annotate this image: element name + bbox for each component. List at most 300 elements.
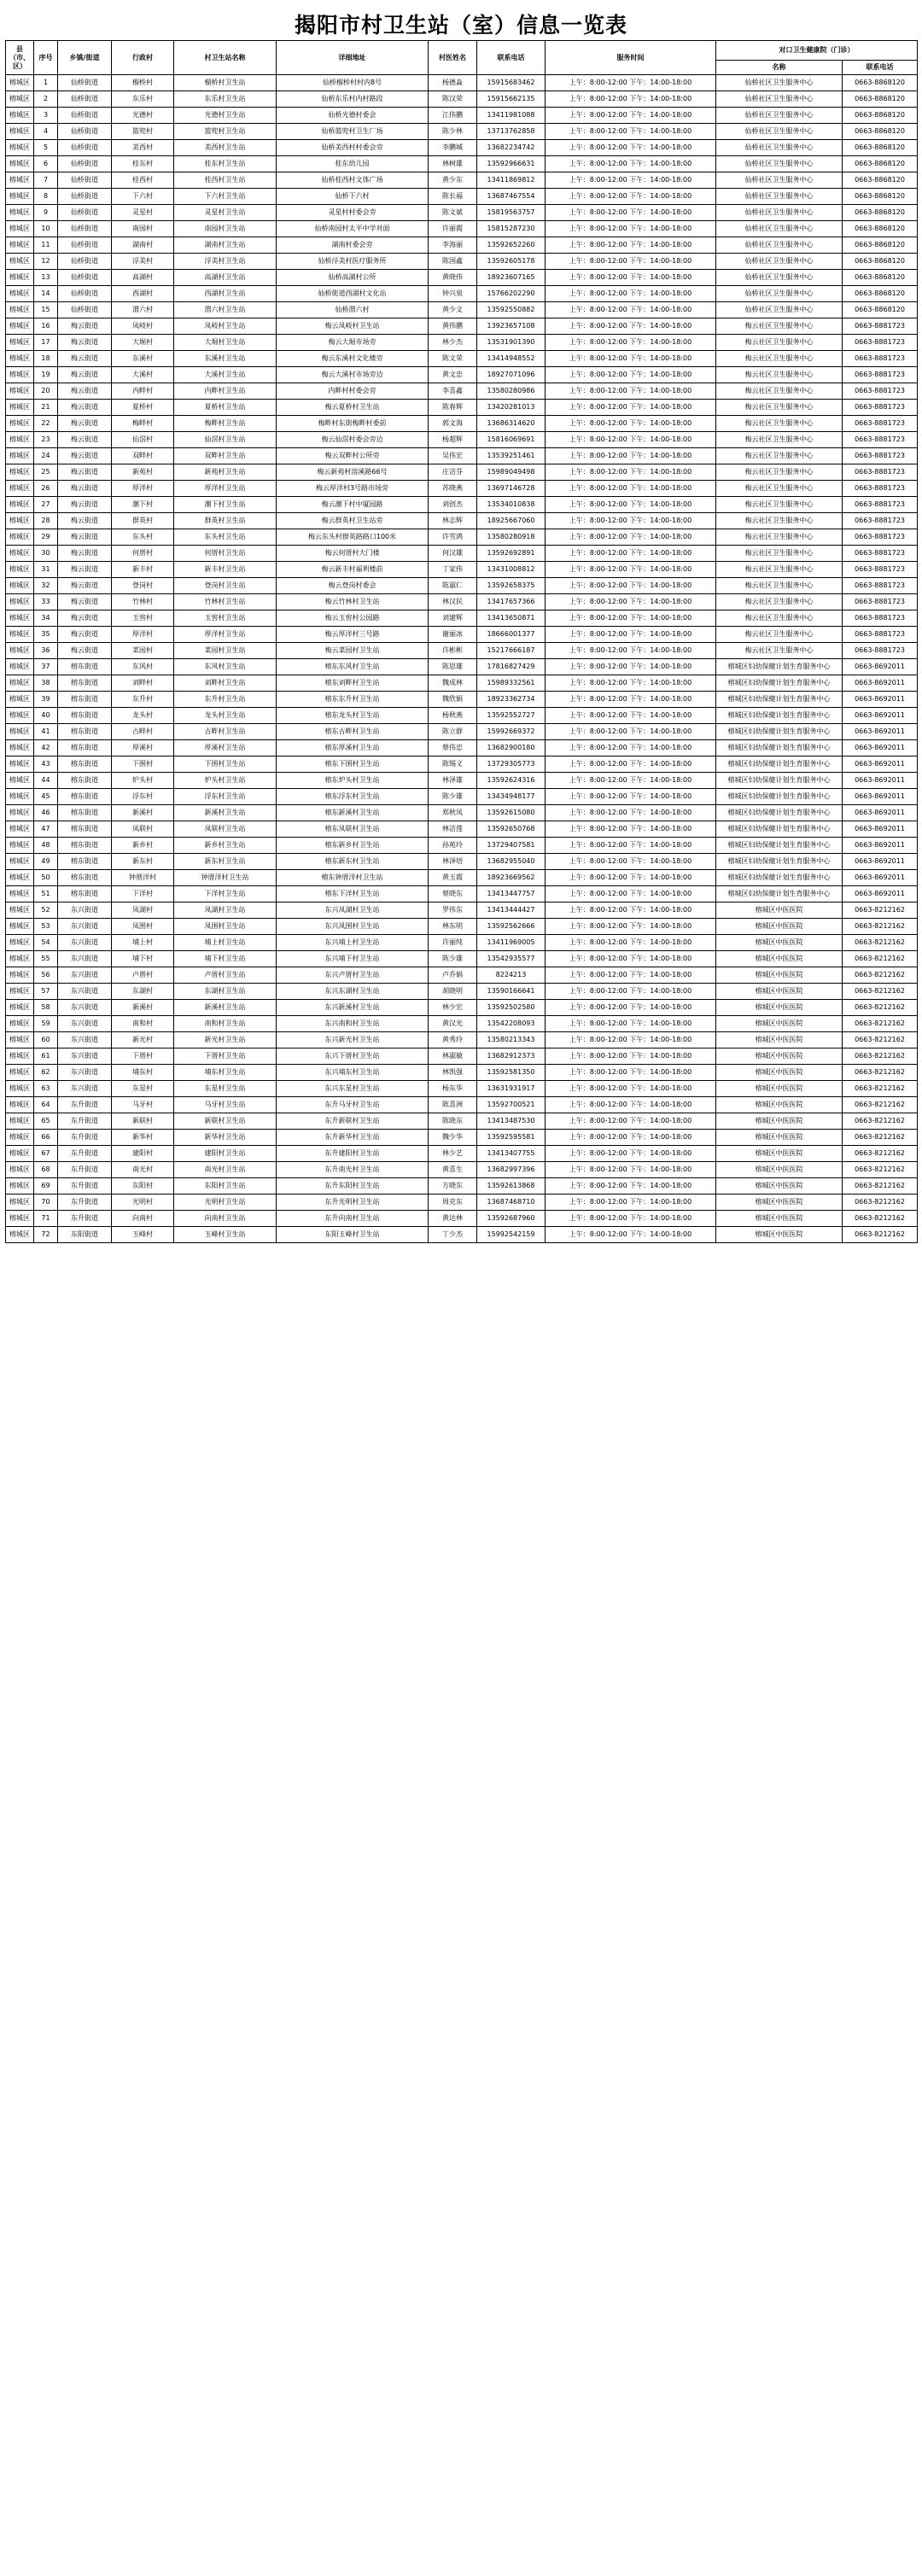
town-cell: 东兴街道: [58, 984, 112, 1000]
partner-phone-cell: 0663-8692011: [843, 886, 918, 902]
station-cell: 新华村卫生站: [174, 1130, 277, 1146]
partner-phone-cell: 0663-8212162: [843, 1097, 918, 1113]
district-cell: 榕城区: [6, 675, 34, 692]
seq-cell: 35: [34, 627, 58, 643]
address-cell: 梅云东头村群英路路口100米: [277, 529, 429, 546]
doctor-cell: 蔡伟忠: [429, 740, 477, 756]
district-cell: 榕城区: [6, 75, 34, 91]
village-cell: 马牙村: [112, 1097, 174, 1113]
partner-phone-cell: 0663-8868120: [843, 108, 918, 124]
phone-cell: 13592692891: [477, 546, 546, 562]
address-cell: 湖南村委会旁: [277, 237, 429, 254]
address-cell: 东升新华村卫生站: [277, 1130, 429, 1146]
seq-cell: 31: [34, 562, 58, 578]
doctor-cell: 林少宏: [429, 1000, 477, 1016]
district-cell: 榕城区: [6, 221, 34, 237]
phone-cell: 13592562666: [477, 919, 546, 935]
phone-cell: 13729305773: [477, 756, 546, 773]
town-cell: 榕东街道: [58, 854, 112, 870]
town-cell: 榕东街道: [58, 692, 112, 708]
table-row: [6, 1016, 918, 1032]
seq-cell: 18: [34, 351, 58, 367]
partner-name-cell: 榕城区中医医院: [716, 1195, 843, 1211]
table-row: [6, 951, 918, 967]
partner-name-cell: 榕城区中医医院: [716, 1146, 843, 1162]
station-cell: 玉峰村卫生站: [174, 1227, 277, 1243]
doctor-cell: 黄晓伟: [429, 270, 477, 286]
address-cell: 榕东下围村卫生站: [277, 756, 429, 773]
doctor-cell: 黄达林: [429, 1211, 477, 1227]
town-cell: 东兴街道: [58, 1049, 112, 1065]
station-cell: 光德村卫生站: [174, 108, 277, 124]
district-cell: 榕城区: [6, 643, 34, 659]
district-cell: 榕城区: [6, 708, 34, 724]
seq-cell: 1: [34, 75, 58, 91]
hours-cell: 上午：8:00-12:00 下午：14:00-18:00: [546, 1195, 716, 1211]
village-cell: 新溪村: [112, 1000, 174, 1016]
seq-cell: 47: [34, 821, 58, 838]
table-row: [6, 562, 918, 578]
partner-phone-cell: 0663-8881723: [843, 351, 918, 367]
hours-cell: 上午：8:00-12:00 下午：14:00-18:00: [546, 432, 716, 448]
partner-phone-cell: 0663-8212162: [843, 1049, 918, 1065]
partner-phone-cell: 0663-8692011: [843, 724, 918, 740]
address-cell: 梅云厚洋村三号路: [277, 627, 429, 643]
village-cell: 光德村: [112, 108, 174, 124]
partner-phone-cell: 0663-8692011: [843, 838, 918, 854]
doctor-cell: 丁家伟: [429, 562, 477, 578]
address-cell: 梅畔村东街梅畔村委前: [277, 416, 429, 432]
partner-phone-cell: 0663-8881723: [843, 497, 918, 513]
village-cell: 厚洋村: [112, 481, 174, 497]
station-cell: 凤围村卫生站: [174, 919, 277, 935]
district-cell: 榕城区: [6, 886, 34, 902]
village-cell: 内畔村: [112, 383, 174, 400]
partner-phone-cell: 0663-8692011: [843, 756, 918, 773]
hours-cell: 上午：8:00-12:00 下午：14:00-18:00: [546, 156, 716, 172]
table-row: [6, 172, 918, 189]
partner-phone-cell: 0663-8692011: [843, 692, 918, 708]
hours-cell: 上午：8:00-12:00 下午：14:00-18:00: [546, 91, 716, 108]
village-cell: 梅畔村: [112, 416, 174, 432]
doctor-cell: 李喜鑫: [429, 383, 477, 400]
hours-cell: 上午：8:00-12:00 下午：14:00-18:00: [546, 383, 716, 400]
table-body: [6, 75, 918, 1243]
district-cell: 榕城区: [6, 1097, 34, 1113]
district-cell: 榕城区: [6, 1113, 34, 1130]
phone-cell: 13592581350: [477, 1065, 546, 1081]
hours-cell: 上午：8:00-12:00 下午：14:00-18:00: [546, 643, 716, 659]
town-cell: 东兴街道: [58, 1081, 112, 1097]
seq-cell: 66: [34, 1130, 58, 1146]
seq-cell: 5: [34, 140, 58, 156]
hours-cell: 上午：8:00-12:00 下午：14:00-18:00: [546, 237, 716, 254]
hours-cell: 上午：8:00-12:00 下午：14:00-18:00: [546, 400, 716, 416]
station-cell: 登岗村卫生站: [174, 578, 277, 594]
station-cell: 新乡村卫生站: [174, 838, 277, 854]
seq-cell: 63: [34, 1081, 58, 1097]
phone-cell: 13592700521: [477, 1097, 546, 1113]
district-cell: 榕城区: [6, 270, 34, 286]
phone-cell: 15989332561: [477, 675, 546, 692]
hours-cell: 上午：8:00-12:00 下午：14:00-18:00: [546, 1081, 716, 1097]
district-cell: 榕城区: [6, 773, 34, 789]
partner-phone-cell: 0663-8692011: [843, 708, 918, 724]
hours-cell: 上午：8:00-12:00 下午：14:00-18:00: [546, 1227, 716, 1243]
seq-cell: 29: [34, 529, 58, 546]
village-cell: 凤湖村: [112, 902, 174, 919]
header-village: 行政村: [112, 41, 174, 75]
phone-cell: 13592966631: [477, 156, 546, 172]
village-cell: 高湖村: [112, 270, 174, 286]
partner-phone-cell: 0663-8881723: [843, 562, 918, 578]
partner-name-cell: 梅云社区卫生服务中心: [716, 610, 843, 627]
doctor-cell: 林泽培: [429, 854, 477, 870]
town-cell: 榕东街道: [58, 789, 112, 805]
district-cell: 榕城区: [6, 1130, 34, 1146]
table-row: [6, 1113, 918, 1130]
town-cell: 东兴街道: [58, 919, 112, 935]
partner-name-cell: 榕城区中医医院: [716, 902, 843, 919]
village-cell: 灵星村: [112, 205, 174, 221]
address-cell: 梅云大溪村市场旁边: [277, 367, 429, 383]
hours-cell: 上午：8:00-12:00 下午：14:00-18:00: [546, 789, 716, 805]
table-row: [6, 643, 918, 659]
town-cell: 梅云街道: [58, 400, 112, 416]
address-cell: 仙桥东乐村内村路段: [277, 91, 429, 108]
address-cell: 榕东东风村卫生站: [277, 659, 429, 675]
partner-phone-cell: 0663-8881723: [843, 367, 918, 383]
hours-cell: 上午：8:00-12:00 下午：14:00-18:00: [546, 902, 716, 919]
address-cell: 东升马牙村卫生站: [277, 1097, 429, 1113]
phone-cell: 13697146728: [477, 481, 546, 497]
town-cell: 梅云街道: [58, 318, 112, 335]
district-cell: 榕城区: [6, 692, 34, 708]
phone-cell: 15915683462: [477, 75, 546, 91]
phone-cell: 17816827429: [477, 659, 546, 675]
phone-cell: 13592624316: [477, 773, 546, 789]
table-row: [6, 383, 918, 400]
town-cell: 仙桥街道: [58, 108, 112, 124]
table-row: [6, 237, 918, 254]
phone-cell: 13682955040: [477, 854, 546, 870]
station-cell: 古畔村卫生站: [174, 724, 277, 740]
doctor-cell: 钟兴泉: [429, 286, 477, 302]
hours-cell: 上午：8:00-12:00 下午：14:00-18:00: [546, 805, 716, 821]
table-row: [6, 318, 918, 335]
station-cell: 东风村卫生站: [174, 659, 277, 675]
address-cell: 东升光明村卫生站: [277, 1195, 429, 1211]
partner-phone-cell: 0663-8212162: [843, 902, 918, 919]
town-cell: 东兴街道: [58, 1065, 112, 1081]
doctor-cell: 林少杰: [429, 335, 477, 351]
station-cell: 新联村卫生站: [174, 1113, 277, 1130]
town-cell: 仙桥街道: [58, 237, 112, 254]
doctor-cell: 黄秀玲: [429, 1032, 477, 1049]
partner-name-cell: 榕城区妇幼保健计划生育服务中心: [716, 838, 843, 854]
village-cell: 古畔村: [112, 724, 174, 740]
doctor-cell: 杨德淼: [429, 75, 477, 91]
partner-name-cell: 榕城区妇幼保健计划生育服务中心: [716, 821, 843, 838]
doctor-cell: 周克东: [429, 1195, 477, 1211]
station-cell: 渭六村卫生站: [174, 302, 277, 318]
table-row: [6, 400, 918, 416]
village-cell: 新东村: [112, 854, 174, 870]
partner-name-cell: 梅云社区卫生服务中心: [716, 529, 843, 546]
seq-cell: 62: [34, 1065, 58, 1081]
phone-cell: 13413444427: [477, 902, 546, 919]
phone-cell: 13687467554: [477, 189, 546, 205]
partner-name-cell: 梅云社区卫生服务中心: [716, 416, 843, 432]
partner-name-cell: 仙桥社区卫生服务中心: [716, 302, 843, 318]
district-cell: 榕城区: [6, 902, 34, 919]
district-cell: 榕城区: [6, 805, 34, 821]
table-row: [6, 935, 918, 951]
table-row: [6, 448, 918, 464]
phone-cell: 15915662135: [477, 91, 546, 108]
phone-cell: 13414948552: [477, 351, 546, 367]
village-cell: 菜园村: [112, 643, 174, 659]
partner-phone-cell: 0663-8212162: [843, 967, 918, 984]
hours-cell: 上午：8:00-12:00 下午：14:00-18:00: [546, 302, 716, 318]
town-cell: 仙桥街道: [58, 205, 112, 221]
header-partner-name: 名称: [716, 61, 843, 75]
doctor-cell: 林凯强: [429, 1065, 477, 1081]
district-cell: 榕城区: [6, 432, 34, 448]
partner-phone-cell: 0663-8212162: [843, 1065, 918, 1081]
phone-cell: 13411869812: [477, 172, 546, 189]
district-cell: 榕城区: [6, 205, 34, 221]
village-cell: 南光村: [112, 1162, 174, 1178]
seq-cell: 45: [34, 789, 58, 805]
district-cell: 榕城区: [6, 627, 34, 643]
partner-phone-cell: 0663-8881723: [843, 594, 918, 610]
partner-name-cell: 榕城区中医医院: [716, 967, 843, 984]
header-phone: 联系电话: [477, 41, 546, 75]
partner-name-cell: 榕城区妇幼保健计划生育服务中心: [716, 756, 843, 773]
station-cell: 刘畔村卫生站: [174, 675, 277, 692]
district-cell: 榕城区: [6, 318, 34, 335]
town-cell: 梅云街道: [58, 627, 112, 643]
town-cell: 梅云街道: [58, 351, 112, 367]
partner-phone-cell: 0663-8881723: [843, 383, 918, 400]
address-cell: 榕东刘畔村卫生站: [277, 675, 429, 692]
table-row: [6, 675, 918, 692]
partner-name-cell: 榕城区中医医院: [716, 1000, 843, 1016]
station-cell: 南园村卫生站: [174, 221, 277, 237]
town-cell: 东升街道: [58, 1162, 112, 1178]
partner-name-cell: 梅云社区卫生服务中心: [716, 400, 843, 416]
village-cell: 美西村: [112, 140, 174, 156]
doctor-cell: 苏晓燕: [429, 481, 477, 497]
village-cell: 下围村: [112, 756, 174, 773]
partner-phone-cell: 0663-8881723: [843, 448, 918, 464]
town-cell: 仙桥街道: [58, 140, 112, 156]
town-cell: 仙桥街道: [58, 124, 112, 140]
district-cell: 榕城区: [6, 562, 34, 578]
table-row: [6, 481, 918, 497]
village-cell: 榴桥村: [112, 75, 174, 91]
town-cell: 榕东街道: [58, 838, 112, 854]
phone-cell: 18923362734: [477, 692, 546, 708]
district-cell: 榕城区: [6, 1049, 34, 1065]
hours-cell: 上午：8:00-12:00 下午：14:00-18:00: [546, 1211, 716, 1227]
address-cell: 东兴东湖村卫生站: [277, 984, 429, 1000]
hours-cell: 上午：8:00-12:00 下午：14:00-18:00: [546, 1032, 716, 1049]
address-cell: 榕东下洋村卫生站: [277, 886, 429, 902]
hours-cell: 上午：8:00-12:00 下午：14:00-18:00: [546, 675, 716, 692]
table-row: [6, 756, 918, 773]
table-row: [6, 902, 918, 919]
doctor-cell: 陈晓东: [429, 1113, 477, 1130]
table-row: [6, 124, 918, 140]
partner-name-cell: 榕城区中医医院: [716, 951, 843, 967]
district-cell: 榕城区: [6, 756, 34, 773]
doctor-cell: 胡晓明: [429, 984, 477, 1000]
partner-name-cell: 梅云社区卫生服务中心: [716, 546, 843, 562]
partner-phone-cell: 0663-8881723: [843, 481, 918, 497]
partner-name-cell: 梅云社区卫生服务中心: [716, 464, 843, 481]
seq-cell: 7: [34, 172, 58, 189]
partner-phone-cell: 0663-8868120: [843, 140, 918, 156]
seq-cell: 56: [34, 967, 58, 984]
partner-phone-cell: 0663-8212162: [843, 1227, 918, 1243]
phone-cell: 13417657366: [477, 594, 546, 610]
doctor-cell: 陈汉荣: [429, 91, 477, 108]
village-cell: 新溪村: [112, 805, 174, 821]
address-cell: 东阳玉峰村卫生站: [277, 1227, 429, 1243]
town-cell: 梅云街道: [58, 383, 112, 400]
seq-cell: 4: [34, 124, 58, 140]
partner-phone-cell: 0663-8692011: [843, 821, 918, 838]
seq-cell: 27: [34, 497, 58, 513]
partner-phone-cell: 0663-8868120: [843, 302, 918, 318]
town-cell: 仙桥街道: [58, 156, 112, 172]
table-row: [6, 1195, 918, 1211]
district-cell: 榕城区: [6, 789, 34, 805]
table-row: [6, 367, 918, 383]
address-cell: 梅云新苑村溶溪路66号: [277, 464, 429, 481]
hours-cell: 上午：8:00-12:00 下午：14:00-18:00: [546, 286, 716, 302]
district-cell: 榕城区: [6, 497, 34, 513]
partner-phone-cell: 0663-8868120: [843, 124, 918, 140]
seq-cell: 37: [34, 659, 58, 675]
seq-cell: 72: [34, 1227, 58, 1243]
town-cell: 东阳街道: [58, 1227, 112, 1243]
phone-cell: 13592613868: [477, 1178, 546, 1195]
partner-phone-cell: 0663-8881723: [843, 627, 918, 643]
village-cell: 浮美村: [112, 254, 174, 270]
partner-phone-cell: 0663-8692011: [843, 870, 918, 886]
village-cell: 埔东村: [112, 1065, 174, 1081]
seq-cell: 20: [34, 383, 58, 400]
station-cell: 群英村卫生站: [174, 513, 277, 529]
doctor-cell: 陈长福: [429, 189, 477, 205]
doctor-cell: 林汉民: [429, 594, 477, 610]
partner-name-cell: 榕城区妇幼保健计划生育服务中心: [716, 870, 843, 886]
table-row: [6, 1130, 918, 1146]
phone-cell: 15766202290: [477, 286, 546, 302]
seq-cell: 53: [34, 919, 58, 935]
address-cell: 梅云双畔村公所旁: [277, 448, 429, 464]
table-row: [6, 692, 918, 708]
district-cell: 榕城区: [6, 140, 34, 156]
hours-cell: 上午：8:00-12:00 下午：14:00-18:00: [546, 773, 716, 789]
station-cell: 凤联村卫生站: [174, 821, 277, 838]
doctor-cell: 陈淑仁: [429, 578, 477, 594]
district-cell: 榕城区: [6, 1000, 34, 1016]
district-cell: 榕城区: [6, 156, 34, 172]
village-cell: 炉头村: [112, 773, 174, 789]
town-cell: 梅云街道: [58, 643, 112, 659]
phone-cell: 18927071096: [477, 367, 546, 383]
village-cell: 浮东村: [112, 789, 174, 805]
doctor-cell: 许彬彬: [429, 643, 477, 659]
table-row: [6, 286, 918, 302]
district-cell: 榕城区: [6, 1081, 34, 1097]
village-cell: 厚溪村: [112, 740, 174, 756]
hours-cell: 上午：8:00-12:00 下午：14:00-18:00: [546, 562, 716, 578]
seq-cell: 10: [34, 221, 58, 237]
doctor-cell: 何汉雄: [429, 546, 477, 562]
address-cell: 梅云大堀市场旁: [277, 335, 429, 351]
village-cell: 新华村: [112, 1130, 174, 1146]
hours-cell: 上午：8:00-12:00 下午：14:00-18:00: [546, 254, 716, 270]
seq-cell: 52: [34, 902, 58, 919]
address-cell: 榕东新乡村卫生站: [277, 838, 429, 854]
address-cell: 梅云群英村卫生站旁: [277, 513, 429, 529]
district-cell: 榕城区: [6, 383, 34, 400]
town-cell: 梅云街道: [58, 594, 112, 610]
partner-phone-cell: 0663-8212162: [843, 984, 918, 1000]
doctor-cell: 黄文忠: [429, 367, 477, 383]
station-cell: 龙头村卫生站: [174, 708, 277, 724]
village-cell: 南和村: [112, 1016, 174, 1032]
hours-cell: 上午：8:00-12:00 下午：14:00-18:00: [546, 935, 716, 951]
village-cell: 卢厝村: [112, 967, 174, 984]
partner-name-cell: 榕城区妇幼保健计划生育服务中心: [716, 740, 843, 756]
station-cell: 下洋村卫生站: [174, 886, 277, 902]
station-cell: 厚溪村卫生站: [174, 740, 277, 756]
table-row: [6, 464, 918, 481]
station-cell: 双畔村卫生站: [174, 448, 277, 464]
town-cell: 梅云街道: [58, 481, 112, 497]
partner-phone-cell: 0663-8868120: [843, 189, 918, 205]
village-cell: 下厝村: [112, 1049, 174, 1065]
town-cell: 仙桥街道: [58, 91, 112, 108]
station-cell: 灵星村卫生站: [174, 205, 277, 221]
district-cell: 榕城区: [6, 513, 34, 529]
partner-phone-cell: 0663-8881723: [843, 643, 918, 659]
address-cell: 榕东凤联村卫生站: [277, 821, 429, 838]
address-cell: 仙桥街道西湖村文化站: [277, 286, 429, 302]
phone-cell: 13729407581: [477, 838, 546, 854]
hours-cell: 上午：8:00-12:00 下午：14:00-18:00: [546, 448, 716, 464]
station-cell: 凤岐村卫生站: [174, 318, 277, 335]
doctor-cell: 陈锡义: [429, 756, 477, 773]
station-cell: 湖南村卫生站: [174, 237, 277, 254]
station-cell: 竹林村卫生站: [174, 594, 277, 610]
phone-cell: 15819563757: [477, 205, 546, 221]
hours-cell: 上午：8:00-12:00 下午：14:00-18:00: [546, 529, 716, 546]
station-cell: 埔东村卫生站: [174, 1065, 277, 1081]
address-cell: 仙桥美西村村委会旁: [277, 140, 429, 156]
seq-cell: 61: [34, 1049, 58, 1065]
district-cell: 榕城区: [6, 448, 34, 464]
doctor-cell: 黄喜生: [429, 1162, 477, 1178]
table-row: [6, 302, 918, 318]
town-cell: 东兴街道: [58, 1016, 112, 1032]
